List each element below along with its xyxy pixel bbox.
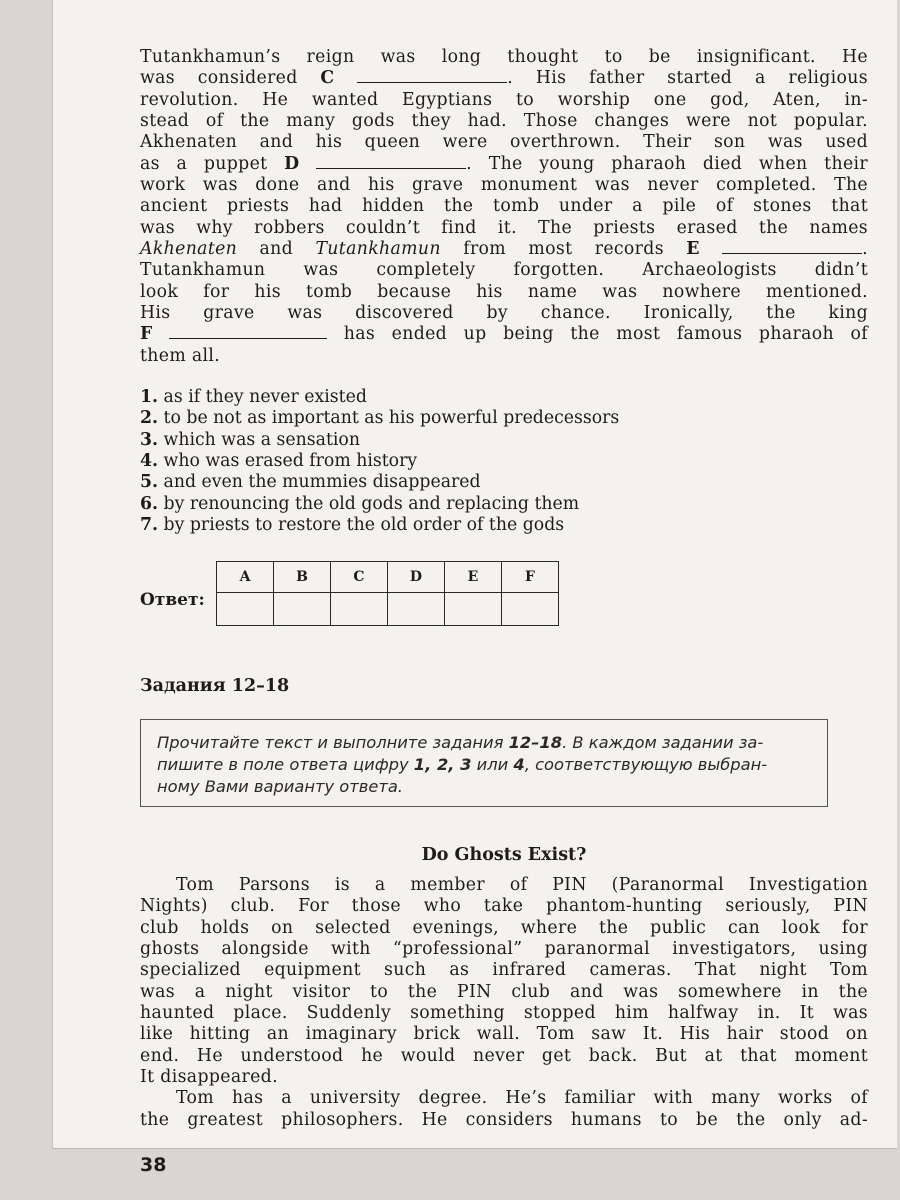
- text-line: like hitting an imaginary brick wall. Tom saw It. His hair stood on: [140, 1024, 868, 1045]
- answer-column-header: B: [274, 562, 331, 593]
- text-line: Nights) club. For those who take phantom-hunting seriously, PIN: [140, 896, 868, 917]
- text-line: was why robbers couldn’t find it. The priests erased the names: [140, 217, 868, 238]
- gap-blank-e: [722, 252, 862, 254]
- answer-column-header: E: [445, 562, 502, 593]
- section-title: Задания 12–18: [140, 676, 290, 696]
- text-line: Akhenaten and his queen were overthrown. Their son was used: [140, 132, 868, 153]
- text-line: look for his tomb because his name was nowhere mentioned.: [140, 281, 868, 302]
- gap-fill-paragraph: [140, 47, 868, 367]
- option-item: 4. who was erased from history: [140, 451, 418, 472]
- answer-cell[interactable]: [274, 593, 331, 626]
- gap-label-d: D: [284, 153, 300, 174]
- text-line: haunted place. Suddenly something stopped him halfway in. It was: [140, 1003, 868, 1024]
- gap-blank-d: [316, 167, 466, 169]
- text-line: His grave was discovered by chance. Ironically, the king: [140, 303, 868, 324]
- option-item: 5. and even the mummies disappeared: [140, 472, 481, 493]
- text-line: was considered C . His father started a religious: [140, 68, 868, 89]
- gap-blank-f: [169, 337, 327, 339]
- text-line: them all.: [140, 345, 221, 366]
- text-line: work was done and his grave monument was never completed. The: [140, 175, 868, 196]
- option-item: 3. which was a sensation: [140, 429, 360, 450]
- answer-column-header: D: [388, 562, 445, 593]
- story-text: [140, 875, 868, 1131]
- option-item: 1. as if they never existed: [140, 387, 367, 407]
- page-number: 38: [140, 1154, 167, 1176]
- text-line: was a night visitor to the PIN club and was somewhere in the: [140, 981, 868, 1002]
- option-item: 6. by renouncing the old gods and replacing them: [140, 493, 580, 514]
- gap-label-f: F: [140, 324, 153, 345]
- text-line: ghosts alongside with “professional” paranormal investigators, using: [140, 939, 868, 960]
- option-item: 2. to be not as important as his powerful predecessors: [140, 408, 620, 429]
- answer-column-header: F: [502, 562, 559, 593]
- option-item: 7. by priests to restore the old order of the gods: [140, 515, 565, 536]
- answer-cell[interactable]: [217, 593, 274, 626]
- gap-blank-c: [357, 81, 507, 83]
- answer-cell[interactable]: [502, 593, 559, 626]
- answer-cell[interactable]: [445, 593, 502, 626]
- text-line: end. He understood he would never get back. But at that moment: [140, 1045, 868, 1066]
- text-line: as a puppet D . The young pharaoh died when their: [140, 153, 868, 174]
- text-line: Tutankhamun was completely forgotten. Archaeologists didn’t: [140, 260, 868, 281]
- instructions-box: Прочитайте текст и выполните задания 12–18. В каждом задании за- пишите в поле ответа цифру 1, 2, 3 или 4, соответствующую выбран- ному Вами варианту ответа.: [140, 719, 828, 807]
- answer-cell[interactable]: [331, 593, 388, 626]
- text-line: It disappeared.: [140, 1067, 278, 1088]
- text-line: Tutankhamun’s reign was long thought to be insignificant. He: [140, 47, 868, 67]
- text-line: specialized equipment such as infrared cameras. That night Tom: [140, 960, 868, 981]
- answer-cell[interactable]: [388, 593, 445, 626]
- answer-label: Ответ:: [140, 590, 205, 610]
- text-line: revolution. He wanted Egyptians to worship one god, Aten, in-: [140, 89, 868, 110]
- text-line: the greatest philosophers. He considers humans to be the only ad-: [140, 1109, 868, 1130]
- answer-grid: [216, 561, 559, 626]
- answer-column-header: A: [217, 562, 274, 593]
- text-line: Akhenaten and Tutankhamun from most records E .: [140, 239, 869, 260]
- options-list: [140, 387, 868, 536]
- text-line: club holds on selected evenings, where the public can look for: [140, 917, 868, 938]
- text-line: F has ended up being the most famous pharaoh of: [140, 324, 869, 345]
- answer-column-header: C: [331, 562, 388, 593]
- text-line: Tom has a university degree. He’s familiar with many works of: [176, 1088, 868, 1109]
- text-line: Tom Parsons is a member of PIN (Paranormal Investigation: [176, 875, 868, 895]
- story-title: Do Ghosts Exist?: [421, 845, 587, 865]
- gap-label-c: C: [320, 68, 335, 89]
- text-line: stead of the many gods they had. Those changes were not popular.: [140, 111, 868, 132]
- text-line: ancient priests had hidden the tomb under a pile of stones that: [140, 196, 868, 217]
- gap-label-e: E: [686, 239, 700, 260]
